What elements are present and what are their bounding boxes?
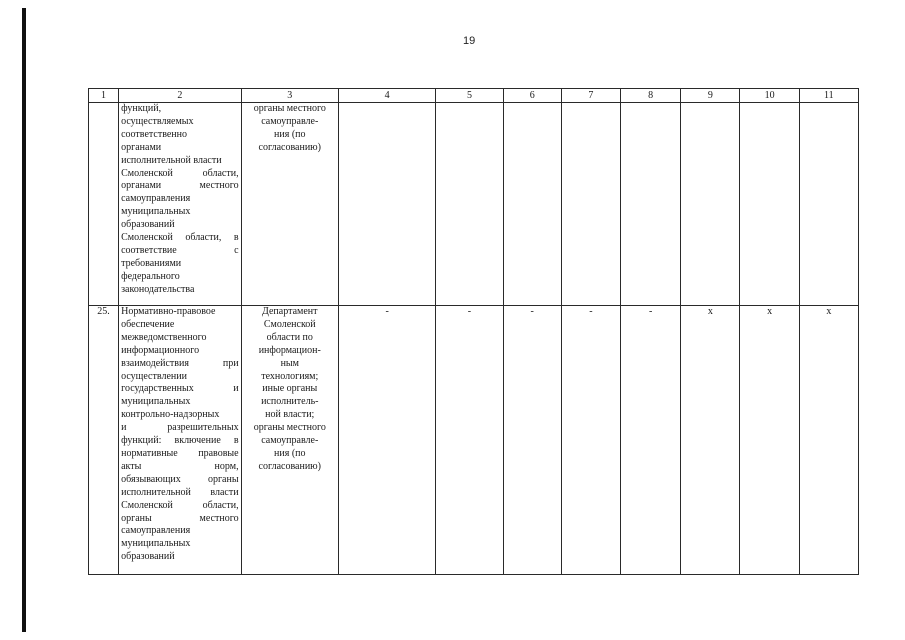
description-line: осуществлении xyxy=(121,370,187,382)
executor-line: ния (по xyxy=(274,128,306,140)
column-header: 2 xyxy=(119,89,241,103)
description-line: исполнительной власти xyxy=(121,486,239,498)
column-header: 7 xyxy=(561,89,620,103)
value-cell: x xyxy=(740,306,799,575)
executor-line: согласованию) xyxy=(258,141,321,153)
value-cell xyxy=(561,103,620,306)
description-line: обязывающих органы xyxy=(121,473,239,485)
description-line: законодательства xyxy=(121,283,195,295)
column-header: 3 xyxy=(241,89,338,103)
executor-line: органы местного xyxy=(253,422,326,434)
row-number xyxy=(89,103,119,306)
executor-line: согласованию) xyxy=(258,460,321,472)
scan-edge-bar xyxy=(22,8,26,632)
description-line: соответственно xyxy=(121,128,187,140)
description-line: Смоленской области, xyxy=(121,167,239,179)
responsible-executor xyxy=(241,306,338,575)
description-line: требованиями xyxy=(121,257,182,269)
column-header: 6 xyxy=(503,89,561,103)
description-line: образований xyxy=(121,551,175,563)
table-header-row xyxy=(89,89,859,103)
description-line: муниципальных xyxy=(121,538,191,550)
value-cell: - xyxy=(338,306,435,575)
description-line: муниципальных xyxy=(121,206,191,218)
value-cell xyxy=(799,103,858,306)
value-cell xyxy=(621,103,681,306)
executor-line: самоуправле- xyxy=(261,435,319,447)
column-header: 9 xyxy=(681,89,740,103)
description-line: исполнительной власти xyxy=(121,154,222,166)
measure-description xyxy=(119,103,241,306)
page-number: 19 xyxy=(463,35,476,47)
value-cell xyxy=(681,103,740,306)
table-row xyxy=(89,306,859,575)
column-header: 11 xyxy=(799,89,858,103)
description-line: соответствие с xyxy=(121,244,239,256)
executor-line: ной власти; xyxy=(265,409,315,421)
column-header: 10 xyxy=(740,89,799,103)
executor-line: самоуправле- xyxy=(261,115,319,127)
description-line: самоуправления xyxy=(121,525,191,537)
description-line: нормативные правовые xyxy=(121,447,239,459)
description-line: и разрешительных xyxy=(121,422,239,434)
value-cell xyxy=(338,103,435,306)
description-line: государственных и xyxy=(121,383,239,395)
executor-line: ным xyxy=(280,357,299,369)
description-line: осуществляемых xyxy=(121,115,194,127)
description-line: Смоленской области, xyxy=(121,499,239,511)
description-line: Смоленской области, в xyxy=(121,232,239,244)
description-line: Нормативно-правовое xyxy=(121,306,216,317)
description-line: муниципальных xyxy=(121,396,191,408)
executor-line: Департамент xyxy=(262,306,318,317)
description-line: органами xyxy=(121,141,162,153)
executor-line: исполнитель- xyxy=(261,396,319,408)
description-line: обеспечение xyxy=(121,318,175,330)
value-cell: x xyxy=(799,306,858,575)
executor-line: информацион- xyxy=(258,344,321,356)
executor-line: области по xyxy=(266,331,313,343)
column-header: 5 xyxy=(436,89,503,103)
executor-line: технологиям; xyxy=(261,370,319,382)
description-line: функций: включение в xyxy=(121,435,239,447)
measure-description xyxy=(119,306,241,575)
value-cell xyxy=(436,103,503,306)
column-header: 1 xyxy=(89,89,119,103)
description-line: самоуправления xyxy=(121,193,191,205)
executor-line: иные органы xyxy=(262,383,318,395)
description-line: информационного xyxy=(121,344,200,356)
value-cell: - xyxy=(436,306,503,575)
executor-line: ния (по xyxy=(274,447,306,459)
data-table xyxy=(88,88,859,575)
value-cell: - xyxy=(621,306,681,575)
value-cell xyxy=(503,103,561,306)
responsible-executor xyxy=(241,103,338,306)
column-header: 8 xyxy=(621,89,681,103)
description-line: федерального xyxy=(121,270,180,282)
description-line: межведомственного xyxy=(121,331,207,343)
description-line: акты норм, xyxy=(121,460,239,472)
description-line: взаимодействия при xyxy=(121,357,239,369)
value-cell: - xyxy=(561,306,620,575)
description-line: функций, xyxy=(121,103,162,114)
table-row xyxy=(89,103,859,306)
value-cell xyxy=(740,103,799,306)
column-header: 4 xyxy=(338,89,435,103)
description-line: органами местного xyxy=(121,180,239,192)
description-line: контрольно-надзорных xyxy=(121,409,220,421)
executor-line: органы местного xyxy=(253,103,326,114)
description-line: образований xyxy=(121,219,175,231)
executor-line: Смоленской xyxy=(263,318,316,330)
value-cell: - xyxy=(503,306,561,575)
description-line: органы местного xyxy=(121,512,239,524)
value-cell: x xyxy=(681,306,740,575)
row-number: 25. xyxy=(89,306,119,575)
